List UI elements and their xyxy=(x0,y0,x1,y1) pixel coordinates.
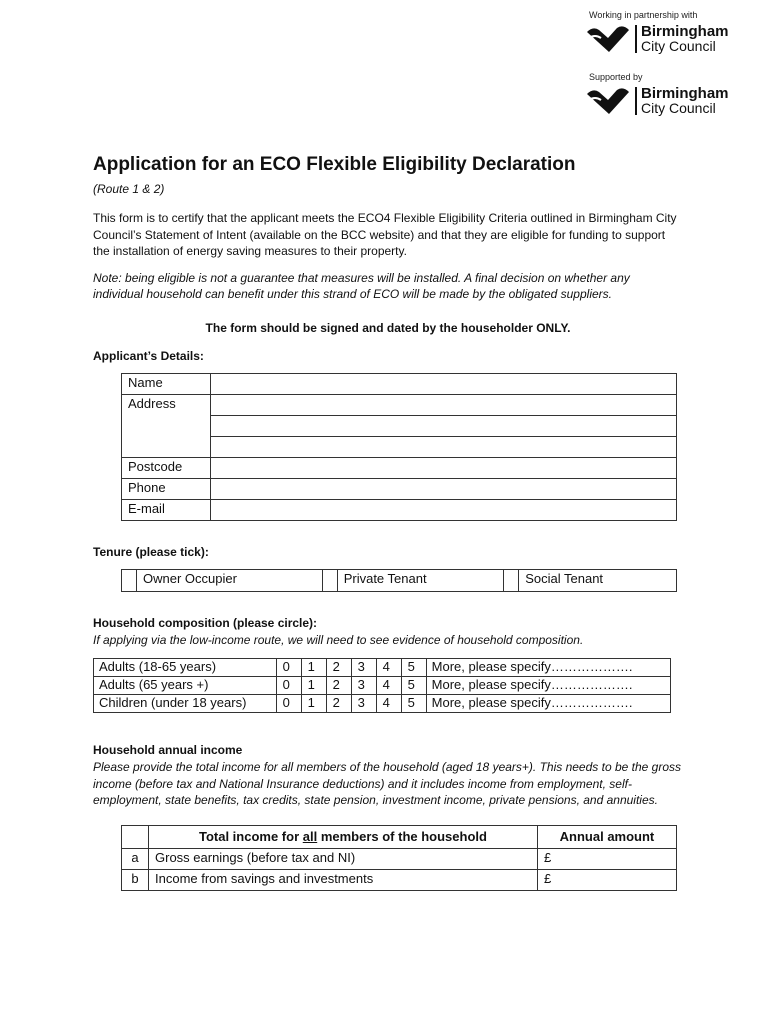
address-field-line-3[interactable] xyxy=(211,436,677,457)
income-heading: Household annual income xyxy=(93,743,243,757)
tenure-heading: Tenure (please tick): xyxy=(93,544,209,559)
income-amount-field[interactable]: £ xyxy=(537,869,676,890)
income-row-index: b xyxy=(122,869,149,890)
intro-paragraph: This form is to certify that the applicant meets the ECO4 Flexible Eligibility Criteria outlined in Birmingham City Council’s Statement of Intent (available on the BCC website) and that they are eligible for funding to support the installation of energy saving measures to their property. xyxy=(93,211,677,258)
income-total-header-emph: all xyxy=(302,829,318,844)
count-option-3[interactable]: 3 xyxy=(351,677,376,695)
count-option-2[interactable]: 2 xyxy=(326,677,351,695)
income-amount-field[interactable]: £ xyxy=(537,848,676,869)
bcc-emblem-icon xyxy=(585,24,631,54)
logos-area xyxy=(585,10,750,134)
count-option-2[interactable]: 2 xyxy=(326,695,351,713)
income-row-label: Gross earnings (before tax and NI) xyxy=(149,848,538,869)
income-total-header-pre: Total income for xyxy=(198,829,303,844)
count-option-2[interactable]: 2 xyxy=(326,659,351,677)
household-row-label: Adults (65 years +) xyxy=(94,677,277,695)
more-specify-field[interactable]: More, please specify………………. xyxy=(426,677,670,695)
email-field[interactable] xyxy=(211,499,677,520)
count-option-4[interactable]: 4 xyxy=(376,695,401,713)
count-option-5[interactable]: 5 xyxy=(401,677,426,695)
income-index-header xyxy=(122,825,149,848)
bcc-logo-bottom xyxy=(585,86,750,116)
logo-sub: City Council xyxy=(641,38,716,54)
bcc-logo-top xyxy=(585,24,750,54)
address-label-spacer xyxy=(122,415,211,436)
count-option-5[interactable]: 5 xyxy=(401,695,426,713)
income-total-header xyxy=(149,825,538,848)
household-subheading: If applying via the low-income route, we will need to see evidence of household composition. xyxy=(93,632,584,647)
tenure-table xyxy=(121,569,677,592)
logo-name: Birmingham xyxy=(641,23,729,40)
income-row-index: a xyxy=(122,848,149,869)
phone-label: Phone xyxy=(122,478,211,499)
count-option-1[interactable]: 1 xyxy=(301,659,326,677)
more-specify-field[interactable]: More, please specify………………. xyxy=(426,695,670,713)
income-amount-header: Annual amount xyxy=(537,825,676,848)
postcode-field[interactable] xyxy=(211,457,677,478)
household-heading: Household composition (please circle): xyxy=(93,615,318,630)
income-total-header-post: members of the household xyxy=(317,829,487,844)
tenure-checkbox-private[interactable] xyxy=(322,569,337,591)
income-row-label: Income from savings and investments xyxy=(149,869,538,890)
count-option-4[interactable]: 4 xyxy=(376,659,401,677)
tenure-label-owner: Owner Occupier xyxy=(137,569,323,591)
note-paragraph: Note: being eligible is not a guarantee that measures will be installed. A final decision on whether any individual household can benefit under this strand of ECO will be made by the obligated suppliers. xyxy=(93,270,630,301)
form-content xyxy=(93,152,683,891)
income-description: Please provide the total income for all members of the household (aged 18 years+). This needs to be the gross income (before tax and National Insurance deductions) and it includes income from employment, self-employment, state benefits, tax credits, state pension, investment income, private pensions, and annuities. xyxy=(93,760,681,807)
household-table xyxy=(93,658,671,713)
count-option-1[interactable]: 1 xyxy=(301,677,326,695)
count-option-1[interactable]: 1 xyxy=(301,695,326,713)
count-option-0[interactable]: 0 xyxy=(276,659,301,677)
route-subtitle: (Route 1 & 2) xyxy=(93,182,165,196)
count-option-3[interactable]: 3 xyxy=(351,695,376,713)
household-row-children xyxy=(94,695,671,713)
tenure-label-private: Private Tenant xyxy=(337,569,504,591)
logo-caption-partnership: Working in partnership with xyxy=(589,10,698,20)
name-label: Name xyxy=(122,373,211,394)
signed-note: The form should be signed and dated by the householder ONLY. xyxy=(205,320,571,335)
name-field[interactable] xyxy=(211,373,677,394)
count-option-0[interactable]: 0 xyxy=(276,695,301,713)
address-label: Address xyxy=(122,394,211,415)
applicant-details-table xyxy=(121,373,677,521)
count-option-0[interactable]: 0 xyxy=(276,677,301,695)
logo-sub: City Council xyxy=(641,100,716,116)
address-field-line-1[interactable] xyxy=(211,394,677,415)
address-field-line-2[interactable] xyxy=(211,415,677,436)
email-label: E-mail xyxy=(122,499,211,520)
page-title: Application for an ECO Flexible Eligibility Declaration xyxy=(93,154,576,175)
income-row-a xyxy=(122,848,677,869)
tenure-label-social: Social Tenant xyxy=(519,569,677,591)
count-option-5[interactable]: 5 xyxy=(401,659,426,677)
more-specify-field[interactable]: More, please specify………………. xyxy=(426,659,670,677)
income-row-b xyxy=(122,869,677,890)
household-row-label: Children (under 18 years) xyxy=(94,695,277,713)
count-option-3[interactable]: 3 xyxy=(351,659,376,677)
count-option-4[interactable]: 4 xyxy=(376,677,401,695)
household-row-label: Adults (18-65 years) xyxy=(94,659,277,677)
applicant-heading: Applicant’s Details: xyxy=(93,348,204,363)
income-table xyxy=(121,825,677,891)
tenure-checkbox-owner[interactable] xyxy=(122,569,137,591)
phone-field[interactable] xyxy=(211,478,677,499)
address-label-spacer-2 xyxy=(122,436,211,457)
postcode-label: Postcode xyxy=(122,457,211,478)
household-row-adults-65-plus xyxy=(94,677,671,695)
logo-caption-supported: Supported by xyxy=(589,72,643,82)
household-row-adults-18-65 xyxy=(94,659,671,677)
bcc-emblem-icon xyxy=(585,86,631,116)
logo-name: Birmingham xyxy=(641,85,729,102)
tenure-checkbox-social[interactable] xyxy=(504,569,519,591)
